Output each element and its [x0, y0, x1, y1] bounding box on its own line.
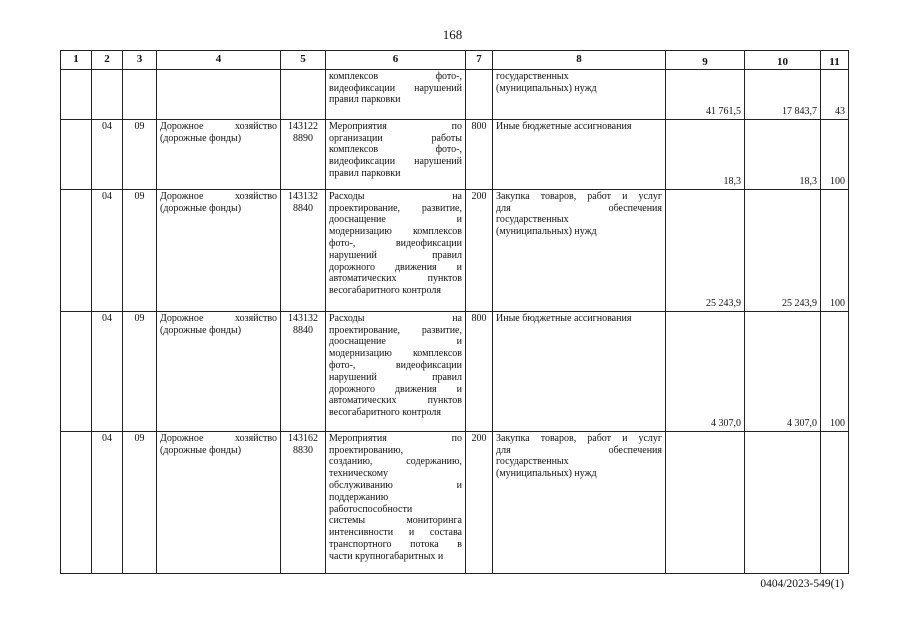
- cell-description-line: дооснащение и: [329, 336, 462, 348]
- cell-expense-name-line: для обеспечения: [496, 444, 662, 456]
- cell-description: [326, 431, 466, 573]
- col-header: 6: [326, 51, 466, 70]
- cell-name-line: (дорожные фонды): [160, 444, 242, 456]
- cell-description-line: техническому: [329, 468, 389, 480]
- cell-expense-name-line: государственных: [496, 70, 569, 82]
- cell-description-line: комплексов фото-,: [329, 144, 462, 156]
- cell-name-line: (дорожные фонды): [160, 202, 242, 214]
- cell-description-line: модернизацию комплексов: [329, 348, 462, 360]
- cell-description-line: поддержанию: [329, 491, 389, 503]
- cell-description-line: нарушений правил: [329, 249, 462, 261]
- cell-description-line: комплексов фото-,: [329, 70, 462, 82]
- cell-expense-name: [493, 311, 666, 431]
- cell-percent: [821, 431, 849, 573]
- cell-name: [157, 431, 281, 573]
- budget-table: [60, 50, 849, 574]
- cell-description-line: правил парковки: [329, 94, 401, 106]
- cell-expense-name: [493, 119, 666, 189]
- cell-number: [61, 431, 92, 573]
- cell-target-article-line: 8840: [293, 202, 313, 214]
- cell-expense-type: 200: [466, 189, 493, 311]
- cell-description-line: Мероприятия по: [329, 432, 462, 444]
- cell-description-line: фото-, видеофиксации: [329, 359, 462, 371]
- cell-expense-type: 200: [466, 431, 493, 573]
- cell-description-line: видеофиксации нарушений: [329, 156, 462, 168]
- table-row: [61, 119, 849, 189]
- table-row: [61, 189, 849, 311]
- cell-section: 04: [92, 119, 123, 189]
- cell-description-line: работоспособности: [329, 503, 413, 515]
- cell-expense-name-line: государственных: [496, 214, 569, 226]
- table-row: [61, 69, 849, 119]
- cell-actual-amount: 4 307,0: [745, 311, 821, 431]
- cell-name-line: Дорожное хозяйство: [160, 190, 277, 202]
- cell-description-line: Мероприятия по: [329, 120, 462, 132]
- col-header: 3: [123, 51, 157, 70]
- cell-number: [61, 69, 92, 119]
- cell-description: [326, 311, 466, 431]
- table-row: [61, 311, 849, 431]
- cell-description-line: модернизацию комплексов: [329, 226, 462, 238]
- cell-name-line: Дорожное хозяйство: [160, 312, 277, 324]
- cell-name: [157, 189, 281, 311]
- cell-target-article: [281, 69, 326, 119]
- cell-description-line: автоматических пунктов: [329, 395, 462, 407]
- cell-section: 04: [92, 431, 123, 573]
- cell-target-article-line: 8890: [293, 132, 313, 144]
- cell-name: [157, 69, 281, 119]
- cell-target-article-line: 143132: [288, 312, 318, 324]
- cell-section: 04: [92, 189, 123, 311]
- cell-expense-name: [493, 189, 666, 311]
- cell-description-line: Расходы на: [329, 190, 462, 202]
- cell-subsection: 09: [123, 311, 157, 431]
- col-header: 1: [61, 51, 92, 70]
- col-header: 9: [666, 51, 745, 70]
- cell-target-article-line: 8840: [293, 324, 313, 336]
- cell-description: [326, 119, 466, 189]
- cell-expense-name-line: Закупка товаров, работ и услуг: [496, 190, 662, 202]
- cell-expense-name-line: государственных: [496, 456, 569, 468]
- cell-description-line: дорожного движения и: [329, 383, 462, 395]
- cell-description-line: проектирование, развитие,: [329, 324, 462, 336]
- cell-target-article-line: 8830: [293, 444, 313, 456]
- cell-description-line: нарушений правил: [329, 371, 462, 383]
- cell-target-article-line: 143132: [288, 190, 318, 202]
- cell-plan-amount: 41 761,5: [666, 69, 745, 119]
- page-number: 168: [442, 27, 463, 42]
- cell-description-line: видеофиксации нарушений: [329, 82, 462, 94]
- cell-target-article-line: 143122: [288, 120, 318, 132]
- cell-actual-amount: 25 243,9: [745, 189, 821, 311]
- cell-name-line: (дорожные фонды): [160, 324, 242, 336]
- cell-plan-amount: 4 307,0: [666, 311, 745, 431]
- cell-description-line: части крупногабаритных и: [329, 550, 444, 562]
- cell-description-line: весогабаритного контроля: [329, 407, 441, 419]
- cell-expense-name-line: (муниципальных) нужд: [496, 226, 597, 238]
- cell-number: [61, 119, 92, 189]
- cell-expense-name-line: для обеспечения: [496, 202, 662, 214]
- cell-description-line: организации работы: [329, 132, 462, 144]
- cell-target-article-line: 143162: [288, 432, 318, 444]
- cell-plan-amount: 18,3: [666, 119, 745, 189]
- cell-expense-name-line: Закупка товаров, работ и услуг: [496, 432, 662, 444]
- document-code: 0404/2023-549(1): [760, 578, 844, 590]
- cell-expense-name-line: Иные бюджетные ассигнования: [496, 312, 632, 324]
- cell-target-article: [281, 119, 326, 189]
- cell-percent: 43: [821, 69, 849, 119]
- cell-description-line: весогабаритного контроля: [329, 285, 441, 297]
- cell-description-line: проектированию,: [329, 444, 404, 456]
- cell-expense-type: 800: [466, 311, 493, 431]
- cell-description-line: системы мониторинга: [329, 515, 462, 527]
- cell-subsection: 09: [123, 119, 157, 189]
- cell-expense-name: [493, 431, 666, 573]
- col-header: 5: [281, 51, 326, 70]
- cell-name-line: (дорожные фонды): [160, 132, 242, 144]
- col-header: 8: [493, 51, 666, 70]
- cell-target-article: [281, 431, 326, 573]
- cell-actual-amount: [745, 431, 821, 573]
- cell-subsection: 09: [123, 189, 157, 311]
- cell-percent: 100: [821, 119, 849, 189]
- cell-description-line: созданию, содержанию,: [329, 456, 462, 468]
- col-header: 11: [821, 51, 849, 70]
- table-row: [61, 431, 849, 573]
- cell-description-line: автоматических пунктов: [329, 273, 462, 285]
- col-header: 4: [157, 51, 281, 70]
- cell-expense-type: [466, 69, 493, 119]
- col-header: 10: [745, 51, 821, 70]
- cell-description-line: транспортного потока в: [329, 538, 462, 550]
- col-header: 2: [92, 51, 123, 70]
- cell-description-line: интенсивности и состава: [329, 527, 462, 539]
- cell-subsection: 09: [123, 431, 157, 573]
- cell-description-line: Расходы на: [329, 312, 462, 324]
- cell-name: [157, 119, 281, 189]
- cell-plan-amount: [666, 431, 745, 573]
- cell-name: [157, 311, 281, 431]
- cell-description: [326, 189, 466, 311]
- cell-expense-name-line: (муниципальных) нужд: [496, 82, 597, 94]
- cell-description-line: дорожного движения и: [329, 261, 462, 273]
- cell-percent: 100: [821, 189, 849, 311]
- cell-target-article: [281, 311, 326, 431]
- cell-name-line: Дорожное хозяйство: [160, 432, 277, 444]
- cell-plan-amount: 25 243,9: [666, 189, 745, 311]
- cell-actual-amount: 17 843,7: [745, 69, 821, 119]
- cell-description-line: дооснащение и: [329, 214, 462, 226]
- cell-name-line: Дорожное хозяйство: [160, 120, 277, 132]
- cell-subsection: [123, 69, 157, 119]
- cell-percent: 100: [821, 311, 849, 431]
- cell-description: [326, 69, 466, 119]
- cell-number: [61, 311, 92, 431]
- cell-description-line: фото-, видеофиксации: [329, 237, 462, 249]
- cell-actual-amount: 18,3: [745, 119, 821, 189]
- cell-expense-type: 800: [466, 119, 493, 189]
- col-header: 7: [466, 51, 493, 70]
- cell-target-article: [281, 189, 326, 311]
- cell-description-line: обслуживанию и: [329, 479, 462, 491]
- cell-section: [92, 69, 123, 119]
- cell-description-line: правил парковки: [329, 167, 401, 179]
- cell-expense-name-line: (муниципальных) нужд: [496, 468, 597, 480]
- cell-expense-name: [493, 69, 666, 119]
- header-row: [61, 51, 849, 70]
- cell-expense-name-line: Иные бюджетные ассигнования: [496, 120, 632, 132]
- cell-section: 04: [92, 311, 123, 431]
- cell-number: [61, 189, 92, 311]
- cell-description-line: проектирование, развитие,: [329, 202, 462, 214]
